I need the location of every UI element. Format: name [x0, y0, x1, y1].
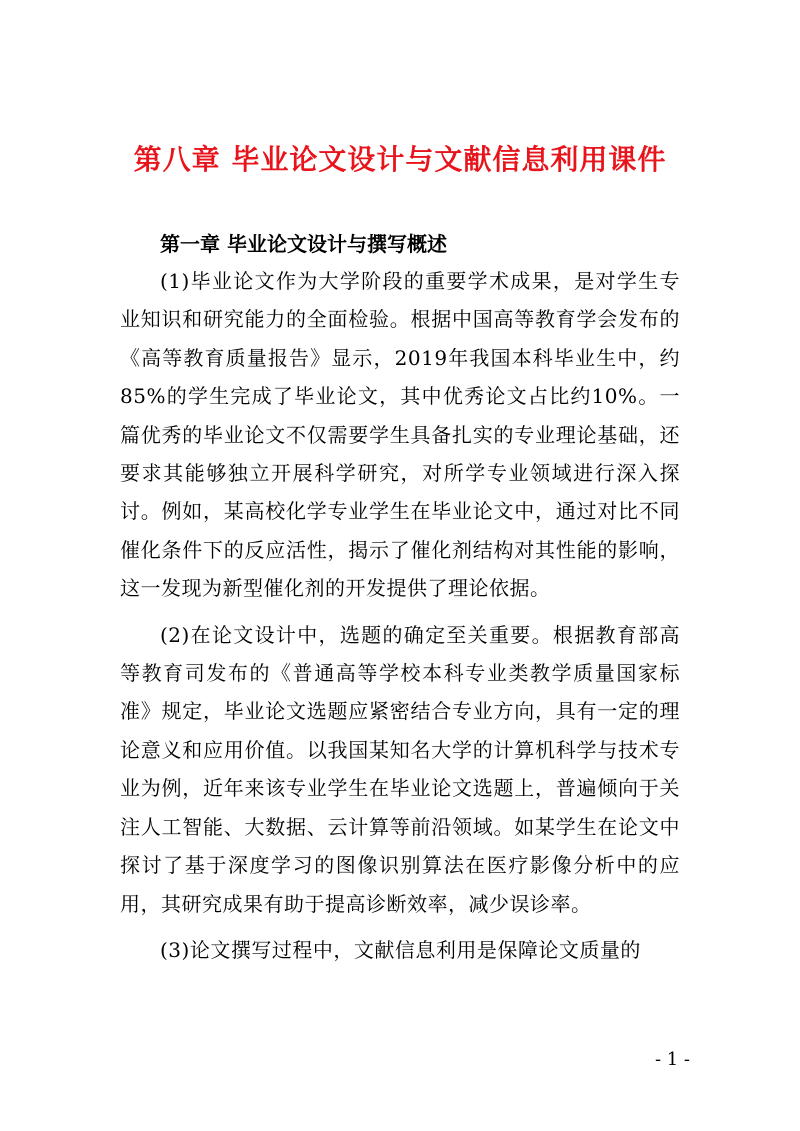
- section-heading: 第一章 毕业论文设计与撰写概述: [160, 232, 447, 256]
- paragraph-1: (1)毕业论文作为大学阶段的重要学术成果，是对学生专业知识和研究能力的全面检验。根据中国高等教育学会发布的《高等教育质量报告》显示，2019年我国本科毕业生中，约85%的学生完成了毕业论文，其中优秀论文占比约10%。一篇优秀的毕业论文不仅需要学生具备扎实的专业理论基础，还要求其能够独立开展科学研究，对所学专业领域进行深入探讨。例如，某高校化学专业学生在毕业论文中，通过对比不同催化条件下的反应活性，揭示了催化剂结构对其性能的影响，这一发现为新型催化剂的开发提供了理论依据。: [120, 269, 680, 601]
- paragraph-2: (2)在论文设计中，选题的确定至关重要。根据教育部高等教育司发布的《普通高等学校本科专业类教学质量国家标准》规定，毕业论文选题应紧密结合专业方向，具有一定的理论意义和应用价值。以我国某知名大学的计算机科学与技术专业为例，近年来该专业学生在毕业论文选题上，普遍倾向于关注人工智能、大数据、云计算等前沿领域。如某学生在论文中探讨了基于深度学习的图像识别算法在医疗影像分析中的应用，其研究成果有助于提高诊断效率，减少误诊率。: [120, 622, 680, 916]
- document-title: 第八章 毕业论文设计与文献信息利用课件: [133, 143, 667, 176]
- page-number: - 1 -: [654, 1049, 690, 1070]
- body-text: [120, 262, 680, 977]
- paragraph-3: (3)论文撰写过程中，文献信息利用是保障论文质量的: [160, 937, 641, 962]
